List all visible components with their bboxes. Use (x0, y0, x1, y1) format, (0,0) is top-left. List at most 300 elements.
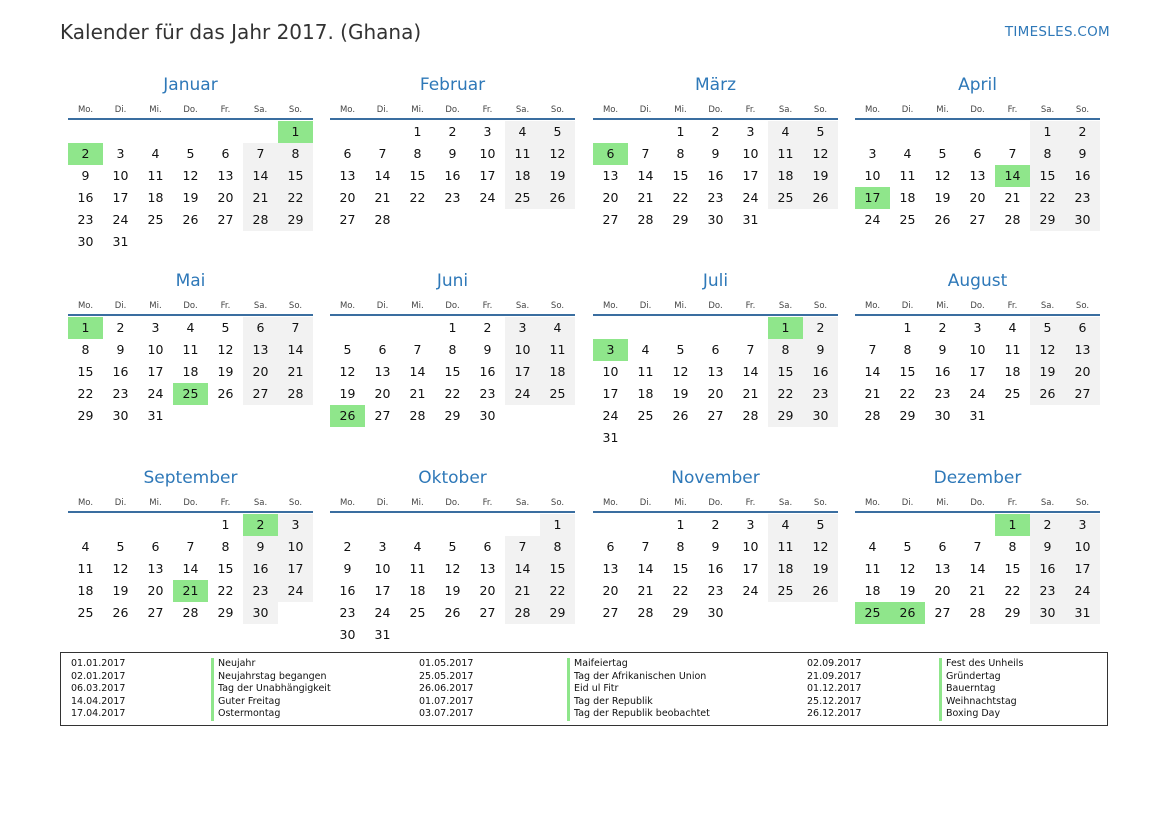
day-cell: 8 (540, 536, 575, 558)
weekday-label: Sa. (778, 301, 793, 311)
day-cell: 20 (602, 190, 619, 205)
day-cell: 18 (768, 558, 803, 580)
day-cell: 13 (707, 364, 724, 379)
day-cell: 24 (505, 383, 540, 405)
weekday-header (68, 495, 313, 513)
day-cell: 2 (711, 517, 720, 532)
weekday-label: So. (813, 498, 828, 508)
holiday-day-cell: 26 (330, 405, 365, 427)
legend-date: 06.03.2017 (71, 683, 126, 695)
legend-holiday-name: Ostermontag (211, 708, 331, 721)
weekday-label: Mi. (674, 498, 687, 508)
day-cell: 20 (147, 583, 164, 598)
weekday-label: Di. (376, 105, 389, 115)
holiday-day-cell: 14 (995, 165, 1030, 187)
day-cell: 12 (444, 561, 461, 576)
day-cell: 21 (1004, 190, 1021, 205)
weekday-label: Di. (901, 498, 914, 508)
day-cell: 4 (903, 146, 912, 161)
day-cell: 22 (1004, 583, 1021, 598)
day-cell: 22 (540, 580, 575, 602)
day-cell: 6 (606, 539, 615, 554)
day-cell: 3 (278, 514, 313, 536)
day-cell: 10 (147, 342, 164, 357)
day-grid (68, 120, 313, 253)
day-cell: 3 (483, 124, 492, 139)
legend-date: 26.06.2017 (419, 683, 474, 695)
day-cell: 18 (637, 386, 654, 401)
weekday-label: Mo. (602, 498, 619, 508)
day-cell: 17 (742, 561, 759, 576)
weekday-label: Di. (901, 105, 914, 115)
day-cell: 3 (746, 124, 755, 139)
month-name: Januar (163, 75, 218, 95)
day-cell: 20 (243, 361, 278, 383)
day-cell: 9 (483, 342, 492, 357)
month-name: April (958, 75, 997, 95)
weekday-label: So. (550, 105, 565, 115)
day-cell: 4 (81, 539, 90, 554)
legend-holiday-name: Neujahr (211, 658, 331, 671)
day-cell: 11 (147, 168, 164, 183)
holiday-day-cell: 2 (243, 514, 278, 536)
day-cell: 18 (768, 165, 803, 187)
weekday-label: Fr. (220, 498, 231, 508)
day-cell: 27 (479, 605, 496, 620)
day-cell: 13 (969, 168, 986, 183)
day-cell: 22 (444, 386, 461, 401)
day-cell: 17 (742, 168, 759, 183)
day-cell: 27 (217, 212, 234, 227)
legend-name-column (211, 658, 331, 721)
day-cell: 29 (672, 605, 689, 620)
day-cell: 10 (374, 561, 391, 576)
day-cell: 19 (217, 364, 234, 379)
day-cell: 27 (147, 605, 164, 620)
holiday-day-cell: 6 (593, 143, 628, 165)
holiday-day-cell: 17 (855, 187, 890, 209)
day-cell: 1 (903, 320, 912, 335)
weekday-header (855, 495, 1100, 513)
legend-holiday-name: Bauerntag (939, 683, 1023, 696)
day-cell: 18 (182, 364, 199, 379)
day-cell: 27 (602, 605, 619, 620)
day-cell: 10 (969, 342, 986, 357)
holiday-day-cell: 25 (173, 383, 208, 405)
day-cell: 29 (1030, 209, 1065, 231)
legend-date: 25.12.2017 (807, 695, 862, 707)
month-name: November (671, 468, 760, 488)
day-cell: 1 (221, 517, 230, 532)
day-cell: 3 (378, 539, 387, 554)
day-cell: 16 (339, 583, 356, 598)
day-cell: 4 (641, 342, 650, 357)
day-cell: 12 (899, 561, 916, 576)
day-cell: 11 (899, 168, 916, 183)
weekday-label: Mo. (864, 105, 881, 115)
day-cell: 9 (711, 539, 720, 554)
weekday-label: Mi. (149, 498, 162, 508)
day-grid (593, 316, 838, 449)
day-cell: 4 (505, 121, 540, 143)
day-cell: 29 (1004, 605, 1021, 620)
day-cell: 30 (479, 408, 496, 423)
weekday-label: Do. (970, 301, 985, 311)
day-cell: 18 (409, 583, 426, 598)
day-cell: 19 (672, 386, 689, 401)
day-cell: 1 (413, 124, 422, 139)
legend-date: 21.09.2017 (807, 670, 862, 682)
day-cell: 15 (672, 168, 689, 183)
day-cell: 25 (637, 408, 654, 423)
legend-date: 14.04.2017 (71, 695, 126, 707)
weekday-label: Mo. (339, 498, 356, 508)
day-cell: 14 (742, 364, 759, 379)
day-cell: 9 (1065, 143, 1100, 165)
weekday-label: Sa. (515, 301, 530, 311)
day-cell: 5 (448, 539, 457, 554)
holiday-day-cell: 26 (890, 602, 925, 624)
weekday-header (68, 102, 313, 120)
day-cell: 26 (934, 212, 951, 227)
weekday-label: Mi. (411, 498, 424, 508)
weekday-label: Mi. (674, 301, 687, 311)
weekday-label: Sa. (1040, 301, 1055, 311)
weekday-label: Di. (639, 498, 652, 508)
month-name: Juni (436, 271, 469, 291)
month-august (855, 268, 1100, 427)
day-cell: 2 (483, 320, 492, 335)
weekday-header (593, 298, 838, 316)
weekday-header (855, 298, 1100, 316)
day-cell: 13 (243, 339, 278, 361)
day-cell: 28 (409, 408, 426, 423)
day-cell: 7 (186, 539, 195, 554)
weekday-label: Sa. (778, 498, 793, 508)
day-cell: 30 (934, 408, 951, 423)
day-cell: 18 (1004, 364, 1021, 379)
day-cell: 11 (768, 536, 803, 558)
weekday-label: So. (288, 498, 303, 508)
day-cell: 5 (803, 121, 838, 143)
weekday-label: So. (813, 301, 828, 311)
day-cell: 2 (1030, 514, 1065, 536)
holiday-day-cell: 3 (593, 339, 628, 361)
day-cell: 7 (378, 146, 387, 161)
day-cell: 28 (742, 408, 759, 423)
day-cell: 8 (1008, 539, 1017, 554)
day-cell: 25 (505, 187, 540, 209)
day-cell: 12 (112, 561, 129, 576)
day-cell: 12 (934, 168, 951, 183)
day-cell: 6 (1065, 317, 1100, 339)
day-cell: 18 (77, 583, 94, 598)
day-cell: 4 (540, 317, 575, 339)
weekday-label: Mo. (864, 301, 881, 311)
legend-holiday-name: Tag der Republik (567, 696, 710, 709)
day-cell: 16 (1065, 165, 1100, 187)
day-cell: 11 (768, 143, 803, 165)
day-cell: 27 (969, 212, 986, 227)
day-cell: 29 (899, 408, 916, 423)
weekday-label: Mi. (411, 301, 424, 311)
day-cell: 16 (243, 558, 278, 580)
day-cell: 26 (1030, 383, 1065, 405)
day-cell: 11 (540, 339, 575, 361)
day-cell: 23 (112, 386, 129, 401)
month-april (855, 72, 1100, 231)
day-cell: 23 (1030, 580, 1065, 602)
day-grid (593, 513, 838, 624)
day-cell: 2 (711, 124, 720, 139)
day-cell: 16 (77, 190, 94, 205)
weekday-label: Fr. (220, 105, 231, 115)
weekday-label: Fr. (1007, 498, 1018, 508)
day-cell: 27 (243, 383, 278, 405)
day-cell: 11 (637, 364, 654, 379)
day-cell: 16 (707, 561, 724, 576)
day-cell: 30 (707, 605, 724, 620)
day-cell: 17 (1065, 558, 1100, 580)
legend-date: 01.05.2017 (419, 658, 474, 669)
day-cell: 11 (864, 561, 881, 576)
legend-holiday-name: Gründertag (939, 671, 1023, 684)
day-cell: 27 (339, 212, 356, 227)
day-cell: 26 (444, 605, 461, 620)
month-mai (68, 268, 313, 427)
weekday-label: So. (813, 105, 828, 115)
weekday-header (593, 495, 838, 513)
day-cell: 7 (641, 146, 650, 161)
day-cell: 23 (444, 190, 461, 205)
legend-holiday-name: Guter Freitag (211, 696, 331, 709)
day-cell: 22 (278, 187, 313, 209)
day-cell: 12 (672, 364, 689, 379)
brand-link[interactable]: TIMESLES.COM (1004, 24, 1110, 40)
month-juli (593, 268, 838, 449)
day-cell: 25 (899, 212, 916, 227)
day-grid (855, 316, 1100, 427)
weekday-label: Mo. (339, 105, 356, 115)
legend-holiday-name: Fest des Unheils (939, 658, 1023, 671)
day-cell: 28 (278, 383, 313, 405)
day-cell: 7 (278, 317, 313, 339)
day-cell: 15 (77, 364, 94, 379)
weekday-label: Fr. (1007, 301, 1018, 311)
legend-holiday-name: Maifeiertag (567, 658, 710, 671)
day-cell: 22 (672, 583, 689, 598)
day-cell: 21 (864, 386, 881, 401)
day-cell: 6 (243, 317, 278, 339)
day-cell: 20 (707, 386, 724, 401)
day-cell: 31 (742, 212, 759, 227)
day-cell: 8 (676, 146, 685, 161)
weekday-label: Di. (376, 301, 389, 311)
weekday-label: So. (1075, 301, 1090, 311)
day-cell: 4 (413, 539, 422, 554)
day-cell: 22 (768, 383, 803, 405)
day-cell: 17 (278, 558, 313, 580)
day-cell: 5 (903, 539, 912, 554)
day-cell: 20 (374, 386, 391, 401)
legend-date: 02.09.2017 (807, 658, 862, 669)
month-oktober (330, 465, 575, 646)
legend-holiday-name: Boxing Day (939, 708, 1023, 721)
day-cell: 18 (147, 190, 164, 205)
weekday-label: Mo. (77, 105, 94, 115)
day-cell: 23 (1065, 187, 1100, 209)
weekday-label: So. (288, 301, 303, 311)
weekday-label: Di. (114, 105, 127, 115)
day-cell: 6 (151, 539, 160, 554)
month-juni (330, 268, 575, 427)
weekday-label: Di. (639, 105, 652, 115)
day-cell: 19 (803, 558, 838, 580)
holiday-legend (60, 652, 1108, 726)
day-cell: 17 (969, 364, 986, 379)
day-cell: 23 (934, 386, 951, 401)
day-cell: 17 (374, 583, 391, 598)
weekday-label: Mo. (77, 301, 94, 311)
day-cell: 12 (803, 143, 838, 165)
day-cell: 24 (112, 212, 129, 227)
weekday-label: Mi. (674, 105, 687, 115)
day-cell: 28 (864, 408, 881, 423)
day-cell: 28 (243, 209, 278, 231)
day-cell: 14 (278, 339, 313, 361)
month-september (68, 465, 313, 624)
day-cell: 9 (243, 536, 278, 558)
day-cell: 21 (243, 187, 278, 209)
day-grid (330, 120, 575, 231)
day-cell: 24 (602, 408, 619, 423)
month-november (593, 465, 838, 624)
day-grid (68, 513, 313, 624)
day-cell: 13 (374, 364, 391, 379)
weekday-label: Fr. (482, 498, 493, 508)
day-cell: 17 (147, 364, 164, 379)
legend-date-column (807, 658, 861, 721)
day-cell: 4 (151, 146, 160, 161)
day-grid (68, 316, 313, 427)
day-cell: 3 (1065, 514, 1100, 536)
day-cell: 14 (864, 364, 881, 379)
day-cell: 31 (602, 430, 619, 445)
month-dezember (855, 465, 1100, 624)
day-cell: 19 (182, 190, 199, 205)
day-cell: 8 (676, 539, 685, 554)
day-cell: 19 (899, 583, 916, 598)
day-cell: 30 (112, 408, 129, 423)
day-cell: 4 (868, 539, 877, 554)
month-name: Juli (702, 271, 729, 291)
weekday-label: Fr. (745, 301, 756, 311)
day-cell: 9 (116, 342, 125, 357)
day-cell: 12 (339, 364, 356, 379)
weekday-label: Mi. (936, 498, 949, 508)
day-cell: 16 (1030, 558, 1065, 580)
day-cell: 26 (217, 386, 234, 401)
day-cell: 9 (343, 561, 352, 576)
weekday-label: Do. (970, 498, 985, 508)
month-name: September (143, 468, 238, 488)
day-cell: 25 (768, 580, 803, 602)
day-cell: 7 (243, 143, 278, 165)
day-cell: 3 (505, 317, 540, 339)
day-cell: 13 (934, 561, 951, 576)
day-cell: 10 (864, 168, 881, 183)
day-cell: 24 (479, 190, 496, 205)
day-cell: 17 (112, 190, 129, 205)
weekday-label: Do. (445, 498, 460, 508)
day-grid (330, 513, 575, 646)
weekday-label: Mo. (864, 498, 881, 508)
legend-date: 01.07.2017 (419, 695, 474, 707)
day-cell: 4 (186, 320, 195, 335)
day-cell: 10 (742, 539, 759, 554)
day-cell: 8 (448, 342, 457, 357)
day-cell: 5 (343, 342, 352, 357)
day-cell: 15 (217, 561, 234, 576)
day-cell: 10 (1065, 536, 1100, 558)
day-cell: 22 (217, 583, 234, 598)
legend-name-column (939, 658, 1023, 721)
day-cell: 7 (413, 342, 422, 357)
day-cell: 25 (409, 605, 426, 620)
month-name: Oktober (418, 468, 487, 488)
day-cell: 24 (278, 580, 313, 602)
day-cell: 6 (711, 342, 720, 357)
weekday-label: Sa. (778, 105, 793, 115)
day-cell: 8 (221, 539, 230, 554)
day-cell: 17 (479, 168, 496, 183)
legend-name-column (567, 658, 710, 721)
weekday-header (330, 495, 575, 513)
day-cell: 14 (409, 364, 426, 379)
legend-date: 01.12.2017 (807, 683, 862, 695)
day-cell: 23 (479, 386, 496, 401)
day-cell: 29 (540, 602, 575, 624)
day-cell: 13 (602, 168, 619, 183)
day-cell: 6 (343, 146, 352, 161)
day-cell: 9 (81, 168, 90, 183)
day-cell: 26 (182, 212, 199, 227)
day-cell: 10 (112, 168, 129, 183)
weekday-label: Mo. (602, 105, 619, 115)
day-cell: 25 (1004, 386, 1021, 401)
day-cell: 27 (1065, 383, 1100, 405)
day-cell: 15 (278, 165, 313, 187)
day-cell: 25 (768, 187, 803, 209)
day-cell: 9 (1030, 536, 1065, 558)
weekday-label: Mo. (77, 498, 94, 508)
day-cell: 30 (77, 234, 94, 249)
weekday-label: Do. (708, 498, 723, 508)
day-cell: 14 (374, 168, 391, 183)
day-cell: 7 (868, 342, 877, 357)
day-cell: 31 (147, 408, 164, 423)
day-cell: 16 (479, 364, 496, 379)
day-cell: 25 (147, 212, 164, 227)
day-cell: 6 (483, 539, 492, 554)
weekday-label: Sa. (1040, 498, 1055, 508)
day-cell: 9 (448, 146, 457, 161)
day-cell: 27 (707, 408, 724, 423)
day-cell: 19 (112, 583, 129, 598)
day-cell: 27 (934, 605, 951, 620)
day-cell: 12 (1030, 339, 1065, 361)
weekday-label: Do. (708, 301, 723, 311)
